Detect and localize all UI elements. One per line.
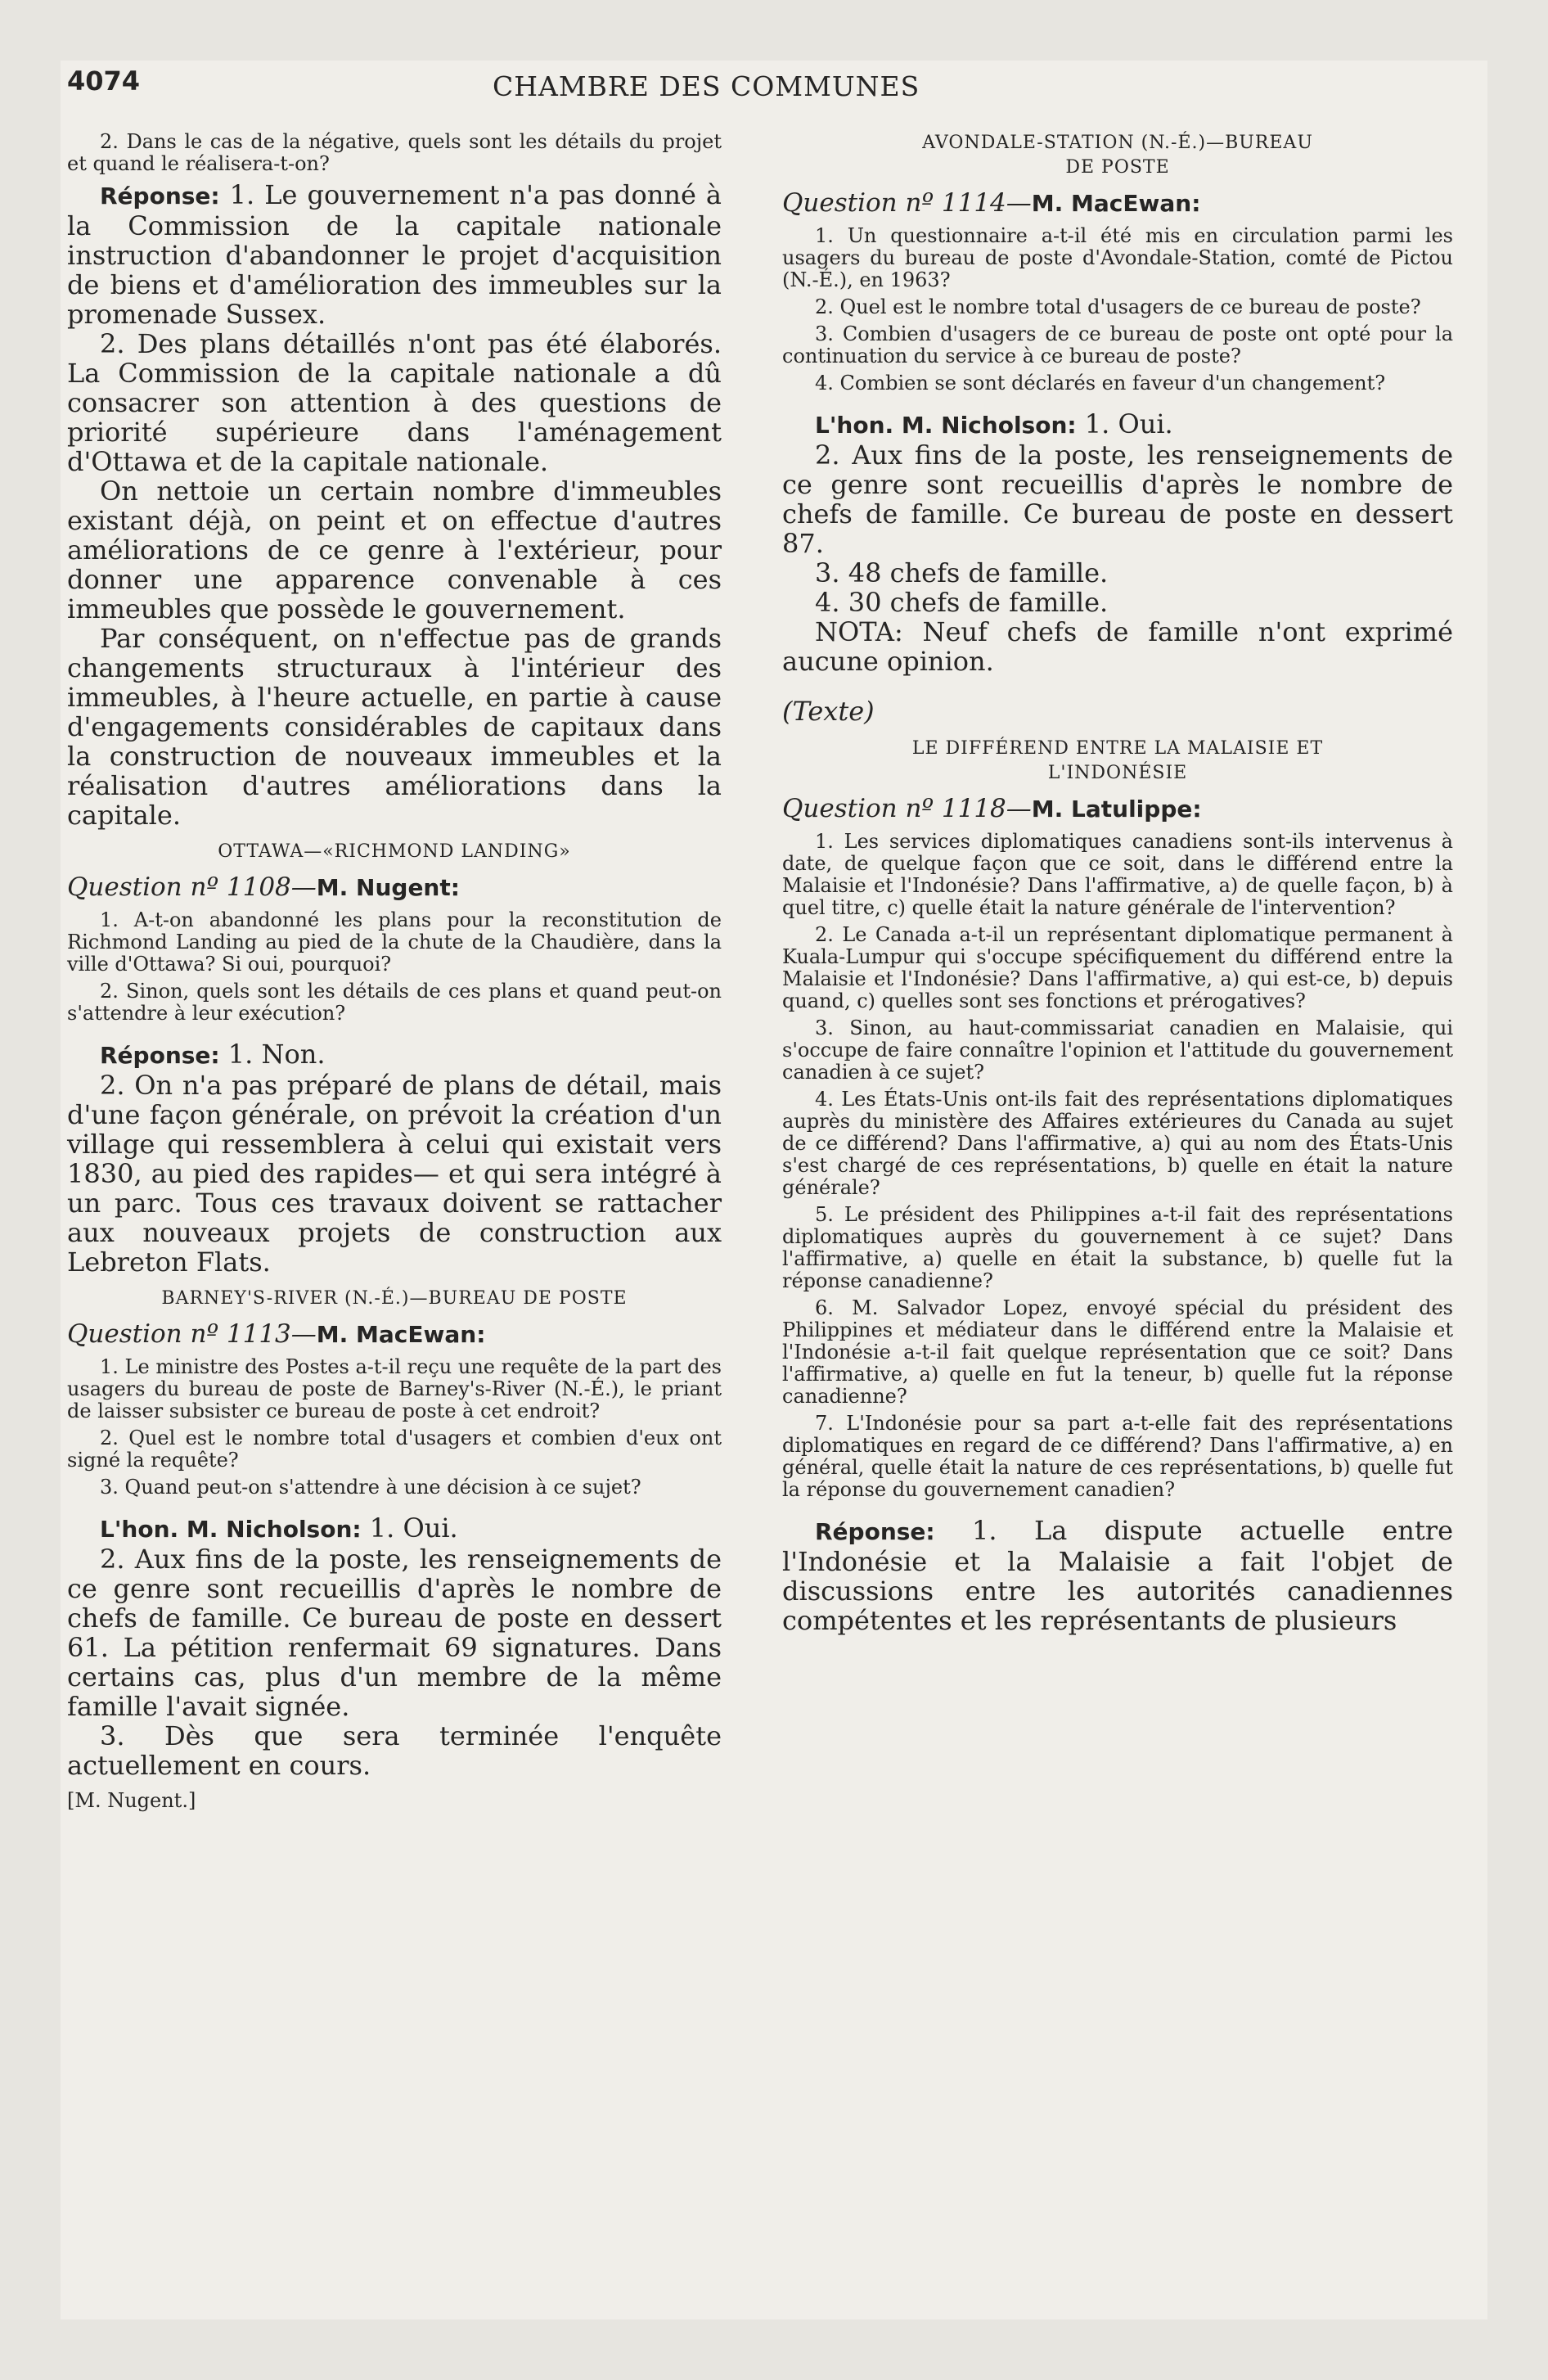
question-number: Question nº 1113— (67, 1319, 317, 1349)
question-header (67, 1319, 722, 1350)
question-text: 1. A-t-on abandonné les plans pour la reconstitution de Richmond Landing au pied de la chute de la Chaudière, dans la ville d'Ottawa? Si oui, pourquoi? (67, 908, 722, 976)
answer-paragraph: Par conséquent, on n'effectue pas de grands changements structuraux à l'intérieur des immeubles, à l'heure actuelle, en partie à cause d'engagements considérables de capitaux dans la construction de nouveaux immeubles et la réalisation d'autres améliorations dans la capitale. (67, 623, 722, 831)
section-heading: OTTAWA—«RICHMOND LANDING» (218, 841, 571, 862)
answer-paragraph: 2. On n'a pas préparé de plans de détail, mais d'une façon générale, on prévoit la création d'un village qui ressemblera à celui qui existait vers 1830, au pied des rapides— et qui sera intégré à un parc. Tous ces travaux doivent se rattacher aux nouveaux projets de construction aux Lebreton Flats. (67, 1070, 722, 1278)
question-text: 1. Le ministre des Postes a-t-il reçu une requête de la part des usagers du bureau de poste de Barney's-River (N.-É.), le priant de laisser subsister ce bureau de poste à cet endroit? (67, 1355, 722, 1422)
answer-paragraph (67, 180, 722, 329)
answer-paragraph: 2. Des plans détaillés n'ont pas été élaborés. La Commission de la capitale nationale a dû consacrer son attention à des questions de priorité supérieure dans l'aménagement d'Ottawa et de la capitale nationale. (67, 328, 722, 477)
answer-paragraph: On nettoie un certain nombre d'immeubles existant déjà, on peint et on effectue d'autres améliorations de ce genre à l'extérieur, pour donner une apparence convenable à ces immeubles que possède le gouvernement. (67, 476, 722, 624)
question-text: 6. M. Salvador Lopez, envoyé spécial du président des Philippines et médiateur dans le différend entre la Malaisie et l'Indonésie a-t-il fait quelque représentation que ce soit? Dans l'affirmative, a) quelle en fut la teneur, b) quelle fut la réponse canadienne? (782, 1296, 1453, 1408)
nota-text: Neuf chefs de famille n'ont exprimé aucune opinion. (782, 616, 1453, 677)
section-heading: LE DIFFÉREND ENTRE LA MALAISIE ET (911, 738, 1324, 759)
section-heading: DE POSTE (1065, 157, 1170, 178)
question-text: 2. Quel est le nombre total d'usagers et combien d'eux ont signé la requête? (67, 1427, 722, 1472)
question-header (67, 872, 722, 903)
answer-label: Réponse: (100, 1042, 220, 1069)
nota-paragraph (782, 617, 1453, 676)
question-text: 3. Quand peut-on s'attendre à une décision à ce sujet? (100, 1476, 641, 1499)
question-member: M. Nugent: (316, 874, 460, 901)
speaker-footer: [M. Nugent.] (67, 1789, 196, 1812)
running-title: CHAMBRE DES COMMUNES (493, 70, 920, 102)
answer-text: 1. Non. (227, 1039, 326, 1070)
answer-paragraph (67, 1513, 722, 1544)
section-heading: L'INDONÉSIE (1047, 763, 1188, 783)
question-text: 5. Le président des Philippines a-t-il fait des représentations diplomatiques auprès du gouvernement à ce sujet? Dans l'affirmative, a) quelle en était la substance, b) quelle fut la réponse canadienne? (782, 1203, 1453, 1292)
question-text: 1. Un questionnaire a-t-il été mis en circulation parmi les usagers du bureau de poste d'Avondale-Station, comté de Pictou (N.-É.), en 1963? (782, 224, 1453, 291)
question-text: 2. Sinon, quels sont les détails de ces plans et quand peut-on s'attendre à leur exécution? (67, 980, 722, 1025)
answer-paragraph (782, 409, 1453, 440)
question-header (782, 188, 1453, 219)
question-text: 4. Les États-Unis ont-ils fait des représentations diplomatiques auprès du ministère des Affaires extérieures du Canada au sujet de ce différend? Dans l'affirmative, a) qui au nom des États-Unis s'est chargé de ces représentations, b) quelle en était la nature générale? (782, 1088, 1453, 1199)
question-number: Question nº 1118— (782, 794, 1032, 823)
page-number: 4074 (67, 65, 141, 97)
answer-label: L'hon. M. Nicholson: (815, 412, 1077, 439)
section-heading: AVONDALE-STATION (N.-É.)—BUREAU (922, 133, 1313, 153)
answer-paragraph: 2. Aux fins de la poste, les renseignements de ce genre sont recueillis d'après le nombre de chefs de famille. Ce bureau de poste en dessert 87. (782, 439, 1453, 559)
question-member: M. MacEwan: (1031, 190, 1201, 217)
question-member: M. Latulippe: (1031, 796, 1202, 823)
nota-label: NOTA: (815, 616, 903, 647)
answer-text: 1. La dispute actuelle entre l'Indonésie et la Malaisie a fait l'objet de discussions entre les autorités canadiennes compétentes et les représentants de plusieurs (782, 1515, 1453, 1636)
answer-paragraph: 2. Aux fins de la poste, les renseignements de ce genre sont recueillis d'après le nombre de chefs de famille. Ce bureau de poste en dessert 61. La pétition renfermait 69 signatures. Dans certains cas, plus d'un membre de la même famille l'avait signée. (67, 1544, 722, 1722)
answer-label: Réponse: (100, 183, 220, 210)
question-number: Question nº 1114— (782, 188, 1032, 218)
answer-paragraph: 3. Dès que sera terminée l'enquête actuellement en cours. (67, 1720, 722, 1781)
question-member: M. MacEwan: (316, 1321, 486, 1348)
question-header (782, 794, 1453, 824)
answer-text: 1. Oui. (369, 1512, 458, 1544)
answer-paragraph: 4. 30 chefs de famille. (815, 587, 1109, 618)
question-text: 2. Quel est le nombre total d'usagers de ce bureau de poste? (815, 295, 1421, 318)
answer-label: L'hon. M. Nicholson: (100, 1516, 362, 1543)
question-text: 2. Dans le cas de la négative, quels sont les détails du projet et quand le réalisera-t-on? (67, 130, 722, 175)
page-header (67, 65, 1384, 115)
answer-text: 1. Oui. (1084, 408, 1173, 439)
answer-paragraph (782, 1516, 1453, 1635)
question-text: 4. Combien se sont déclarés en faveur d'un changement? (815, 372, 1386, 394)
question-number: Question nº 1108— (67, 872, 317, 902)
answer-paragraph (67, 1039, 722, 1071)
left-column (67, 131, 722, 1817)
section-heading: BARNEY'S-RIVER (N.-É.)—BUREAU DE POSTE (161, 1288, 628, 1309)
answer-text: 1. Le gouvernement n'a pas donné à la Commission de la capitale nationale instruction d'abandonner le projet d'acquisition de biens et d'amélioration des immeubles sur la promenade Sussex. (67, 179, 722, 330)
question-text: 1. Les services diplomatiques canadiens sont-ils intervenus à date, de quelque façon que ce soit, dans le différend entre la Malaisie et l'Indonésie? Dans l'affirmative, a) de quelle façon, b) à quel titre, c) quelle était la nature générale de l'intervention? (782, 830, 1453, 919)
answer-paragraph: 3. 48 chefs de famille. (815, 557, 1109, 588)
question-text: 3. Sinon, au haut-commissariat canadien en Malaisie, qui s'occupe de faire connaître l'opinion et l'attitude du gouvernement canadien à ce sujet? (782, 1016, 1453, 1084)
right-column (782, 131, 1453, 1635)
question-text: 2. Le Canada a-t-il un représentant diplomatique permanent à Kuala-Lumpur qui s'occupe spécifiquement du différend entre la Malaisie et l'Indonésie? Dans l'affirmative, a) qui est-ce, b) depuis quand, c) quelles sont ses fonctions et prérogatives? (782, 923, 1453, 1012)
question-text: 7. L'Indonésie pour sa part a-t-elle fait des représentations diplomatiques en regard de ce différend? Dans l'affirmative, a) en général, quelle était la nature de ces représentations, b) quelle fut la réponse du gouvernement canadien? (782, 1412, 1453, 1501)
question-text: 3. Combien d'usagers de ce bureau de poste ont opté pour la continuation du service à ce bureau de poste? (782, 322, 1453, 367)
texte-marker: (Texte) (782, 696, 875, 727)
answer-label: Réponse: (815, 1518, 935, 1545)
